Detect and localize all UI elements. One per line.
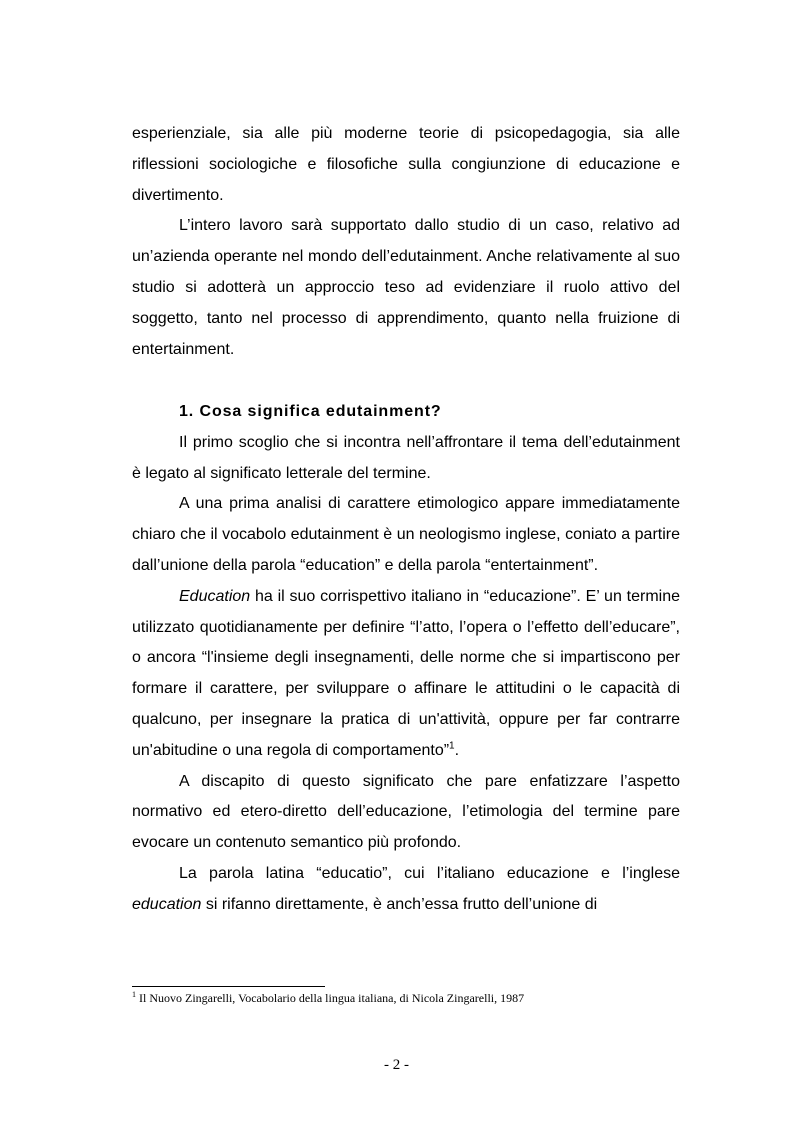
section-body [132, 397, 680, 921]
body-text [132, 119, 680, 365]
section-heading: 1. Cosa significa edutainment? [179, 403, 442, 420]
paragraph-6: A discapito di questo significato che pare enfatizzare l’aspetto normativo ed etero-diretto dell’educazione, l’etimologia del termine pare evocare un contenuto semantico più profondo. [132, 772, 680, 852]
footnote-number: 1 [132, 990, 136, 999]
paragraph-7-end: si rifanno direttamente, è anch’essa frutto dell’unione di [201, 895, 598, 913]
footnote-divider [132, 986, 325, 987]
paragraph-4: A una prima analisi di carattere etimologico appare immediatamente chiaro che il vocabolo edutainment è un neologismo inglese, coniato a partire dall’unione della parola “education” e della parola “entertainment”. [132, 495, 680, 574]
paragraph-7 [132, 859, 680, 921]
page-number: - 2 - [384, 1057, 409, 1073]
paragraph-5 [132, 582, 680, 767]
paragraph-3: Il primo scoglio che si incontra nell’affrontare il tema dell’edutainment è legato al significato letterale del termine. [132, 433, 680, 482]
paragraph-5-end: . [454, 741, 460, 759]
footnote [132, 991, 692, 1005]
paragraph-1: esperienziale, sia alle più moderne teorie di psicopedagogia, sia alle riflessioni sociologiche e filosofiche sulla congiunzione di educazione e divertimento. [132, 125, 680, 204]
paragraph-5-text: ha il suo corrispettivo italiano in “educazione”. E’ un termine utilizzato quotidianamente per definire “l’atto, l’opera o l’effetto dell’educare”, o ancora “l'insieme degli insegnamenti, delle norme che si impartiscono per formare il carattere, per sviluppare o affinare le attitudini o le capacità di qualcuno, per insegnare la pratica di un'attività, oppure per far contrarre un'abitudine o una regola di comportamento” [132, 587, 680, 759]
footnote-reference: 1 [449, 740, 455, 752]
emphasis-education-2: education [132, 895, 202, 913]
footnote-text: Il Nuovo Zingarelli, Vocabolario della lingua italiana, di Nicola Zingarelli, 1987 [136, 991, 525, 1005]
paragraph-7-start: La parola latina “educatio”, cui l’italiano educazione e l’inglese [179, 864, 680, 882]
paragraph-2: L’intero lavoro sarà supportato dallo studio di un caso, relativo ad un’azienda operante nel mondo dell’edutainment. Anche relativamente al suo studio si adotterà un approccio teso ad evidenziare il ruolo attivo del soggetto, tanto nel processo di apprendimento, quanto nella fruizione di entertainment. [132, 217, 680, 358]
emphasis-education: Education [179, 587, 251, 605]
